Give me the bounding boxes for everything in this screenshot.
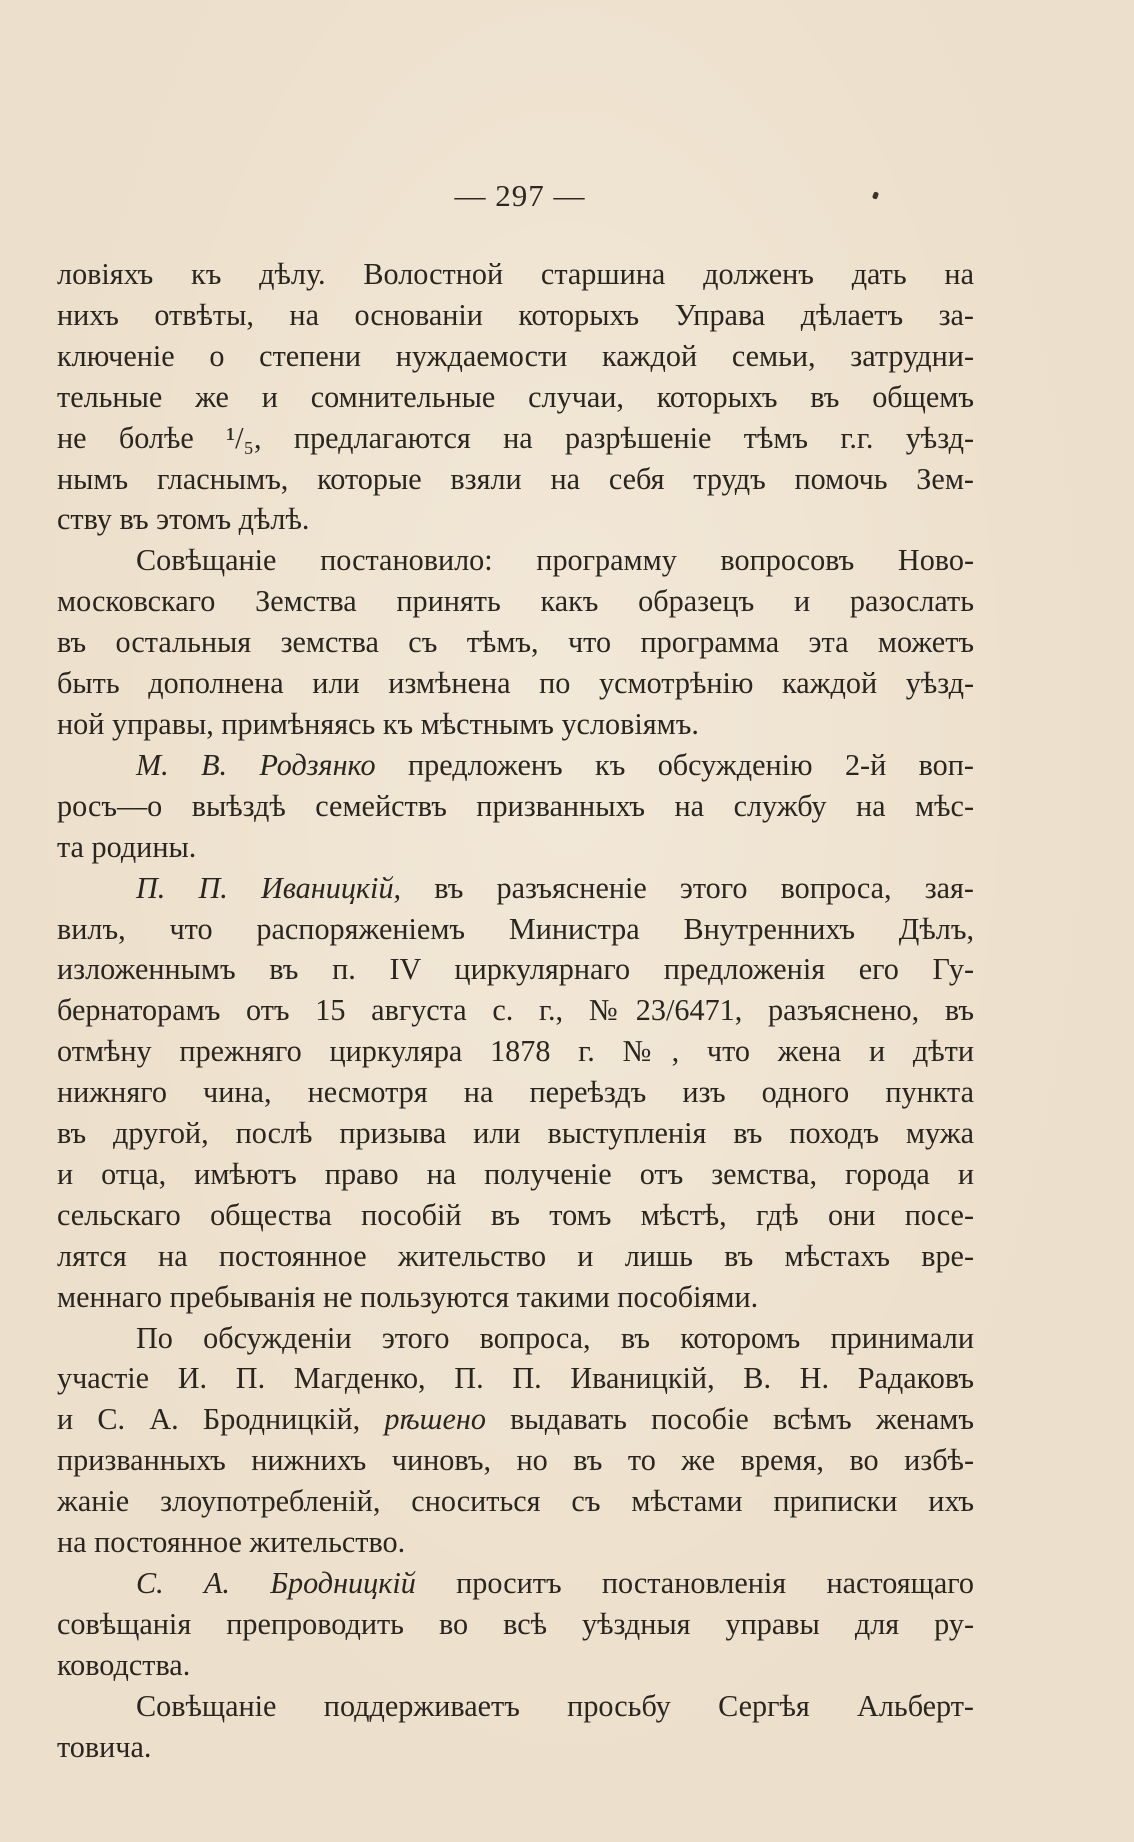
- paragraph: [57, 745, 974, 868]
- text-line: товича.: [57, 1729, 152, 1764]
- text-line: ководства.: [57, 1647, 191, 1682]
- text-line: изложеннымъ въ п. IV циркулярнаго предложенія его Гу-: [57, 952, 974, 987]
- italic-name: рѣшено: [384, 1402, 486, 1437]
- text-run: въ разъясненіе этого вопроса, зая-: [401, 870, 974, 905]
- text-line: на постоянное жительство.: [57, 1525, 406, 1560]
- text-line: нихъ отвѣты, на основаніи которыхъ Управа дѣлаетъ за-: [57, 297, 974, 332]
- text-line: Совѣщаніе поддерживаетъ просьбу Сергѣя Альберт-: [136, 1688, 974, 1723]
- text-line: [57, 1399, 974, 1440]
- italic-name: М. В. Родзянко: [136, 747, 376, 782]
- text-line: росъ—о выѣздѣ семействъ призванныхъ на службу на мѣс-: [57, 788, 974, 823]
- paragraph: [57, 254, 974, 540]
- text-line: [57, 868, 974, 909]
- text-line: отмѣну прежняго циркуляра 1878 г. №, что жена и дѣти: [57, 1034, 974, 1069]
- text-line: лятся на постоянное жительство и лишь въ мѣстахъ вре-: [57, 1238, 974, 1273]
- text-line: та родины.: [57, 829, 197, 864]
- text-line: ловіяхъ къ дѣлу. Волостной старшина долженъ дать на: [57, 257, 974, 291]
- text-line: бернаторамъ отъ 15 августа с. г., №23/6471, разъяснено, въ: [57, 993, 974, 1028]
- text-line: сельскаго общества пособій въ томъ мѣстѣ, гдѣ они посе-: [57, 1197, 974, 1232]
- paragraph: [57, 540, 974, 745]
- text-line: призванныхъ нижнихъ чиновъ, но въ то же время, во избѣ-: [57, 1443, 974, 1478]
- text-run: выдавать пособіе всѣмъ женамъ: [485, 1402, 974, 1437]
- paragraph: [57, 1318, 974, 1563]
- text-line: Совѣщаніе постановило: программу вопросовъ Ново-: [136, 543, 974, 578]
- italic-name: С. А. Бродницкій: [136, 1566, 416, 1600]
- text-line: нижняго чина, несмотря на переѣздъ изъ одного пункта: [57, 1075, 974, 1110]
- text-line: [57, 1563, 974, 1604]
- italic-name: П. П. Иваницкій,: [136, 870, 402, 905]
- page-number: — 297 —: [454, 178, 586, 213]
- text-line: ключеніе о степени нуждаемости каждой семьи, затрудни-: [57, 338, 974, 373]
- text-line: нымъ гласнымъ, которые взяли на себя трудъ помочь Зем-: [57, 461, 974, 496]
- text-run: и С. А. Бродницкій,: [57, 1402, 385, 1437]
- text-line: совѣщанія препроводить во всѣ уѣздныя управы для ру-: [57, 1606, 974, 1641]
- text-line: [57, 745, 974, 786]
- text-line: тельные же и сомнительные случаи, которыхъ въ общемъ: [57, 379, 974, 414]
- paragraph: [57, 868, 974, 1318]
- text-line: ной управы, примѣняясь къ мѣстнымъ условіямъ.: [57, 706, 699, 741]
- text-line: вилъ, что распоряженіемъ Министра Внутреннихъ Дѣлъ,: [57, 911, 974, 946]
- text-line: не болѣе ¹/₅, предлагаются на разрѣшеніе тѣмъ г.г. уѣзд-: [57, 420, 974, 455]
- text-line: ству въ этомъ дѣлѣ.: [57, 502, 310, 537]
- text-line: меннаго пребыванія не пользуются такими пособіями.: [57, 1279, 759, 1314]
- text-line: и отца, имѣютъ право на полученіе отъ земства, города и: [57, 1156, 974, 1191]
- text-run: предложенъ къ обсужденію 2-й воп-: [375, 747, 974, 782]
- text-line: московскаго Земства принять какъ образецъ и разослать: [57, 584, 974, 619]
- text-line: жаніе злоупотребленій, сноситься съ мѣстами приписки ихъ: [57, 1484, 974, 1519]
- text-line: въ другой, послѣ призыва или выступленія въ походъ мужа: [57, 1116, 974, 1151]
- text-line: быть дополнена или измѣнена по усмотрѣнію каждой уѣзд-: [57, 666, 974, 701]
- body-text: [57, 254, 974, 1768]
- text-line: участіе И. П. Магденко, П. П. Иваницкій, В. Н. Радаковъ: [57, 1361, 974, 1396]
- text-line: По обсужденіи этого вопроса, въ которомъ принимали: [136, 1320, 974, 1355]
- paragraph: [57, 1686, 974, 1768]
- text-run: проситъ постановленія настоящаго: [415, 1566, 974, 1600]
- text-line: въ остальныя земства съ тѣмъ, что программа эта можетъ: [57, 625, 974, 660]
- paragraph: [57, 1563, 974, 1686]
